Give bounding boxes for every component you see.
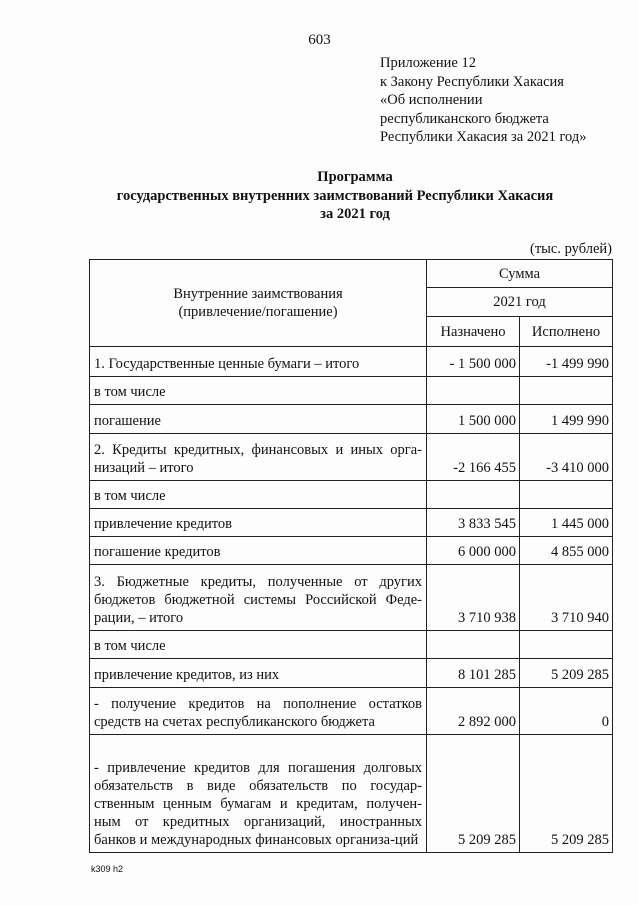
row-planned xyxy=(427,631,520,659)
appendix-line: республиканского бюджета xyxy=(380,110,549,127)
header-borrowings xyxy=(90,260,427,347)
header-row xyxy=(90,260,613,288)
appendix-line: к Закону Республики Хакасия xyxy=(380,73,564,90)
header-year: 2021 год xyxy=(427,288,613,317)
borrowings-table xyxy=(89,259,613,853)
row-executed: 5 209 285 xyxy=(520,735,613,853)
units-label: (тыс. рублей) xyxy=(530,241,612,257)
document-title xyxy=(0,168,639,224)
row-label: 3. Бюджетные кредиты, полученные от других бюджетов бюджетной системы Российской Феде-рации, – итого xyxy=(90,565,427,631)
row-executed: -3 410 000 xyxy=(520,434,613,481)
title-line: за 2021 год xyxy=(320,206,390,222)
row-label: 1. Государственные ценные бумаги – итого xyxy=(90,347,427,377)
table-row xyxy=(90,481,613,509)
appendix-line: Приложение 12 xyxy=(380,55,476,71)
row-planned: 2 892 000 xyxy=(427,688,520,735)
row-planned: 5 209 285 xyxy=(427,735,520,853)
row-executed: 3 710 940 xyxy=(520,565,613,631)
page-number: 603 xyxy=(308,32,331,48)
table-row xyxy=(90,735,613,853)
row-label: 2. Кредиты кредитных, финансовых и иных орга-низаций – итого xyxy=(90,434,427,481)
row-planned xyxy=(427,481,520,509)
title-line: Программа xyxy=(317,169,393,185)
row-label: погашение кредитов xyxy=(90,537,427,565)
table-row xyxy=(90,405,613,434)
row-planned: 3 710 938 xyxy=(427,565,520,631)
row-planned: 3 833 545 xyxy=(427,509,520,537)
row-planned: 8 101 285 xyxy=(427,659,520,688)
row-label: в том числе xyxy=(90,631,427,659)
row-executed: 4 855 000 xyxy=(520,537,613,565)
row-label: привлечение кредитов xyxy=(90,509,427,537)
appendix-line: «Об исполнении xyxy=(380,92,483,108)
row-planned xyxy=(427,377,520,405)
row-executed: 0 xyxy=(520,688,613,735)
table-row xyxy=(90,434,613,481)
header-borrowings-line: Внутренние заимствования xyxy=(173,286,343,302)
row-planned: -2 166 455 xyxy=(427,434,520,481)
row-label: - привлечение кредитов для погашения долговых обязательств в виде обязательств по государ-ственным ценным бумагам и кредитам, получен-ным от кредитных организаций, иностранных банков и международных финансовых организа-ций xyxy=(90,735,427,853)
row-label: в том числе xyxy=(90,377,427,405)
table-row xyxy=(90,659,613,688)
row-executed: 1 499 990 xyxy=(520,405,613,434)
table-row xyxy=(90,377,613,405)
header-borrowings-line: (привлечение/погашение) xyxy=(178,304,338,320)
row-label: привлечение кредитов, из них xyxy=(90,659,427,688)
appendix-note xyxy=(380,54,586,147)
row-label: погашение xyxy=(90,405,427,434)
header-executed: Исполнено xyxy=(520,317,613,347)
row-executed: 5 209 285 xyxy=(520,659,613,688)
table-row xyxy=(90,631,613,659)
appendix-line: Республики Хакасия за 2021 год» xyxy=(380,129,587,145)
row-planned: 6 000 000 xyxy=(427,537,520,565)
table-row xyxy=(90,347,613,377)
footer-code: k309 h2 xyxy=(91,864,124,874)
row-executed: -1 499 990 xyxy=(520,347,613,377)
table-row xyxy=(90,565,613,631)
row-planned: - 1 500 000 xyxy=(427,347,520,377)
row-planned: 1 500 000 xyxy=(427,405,520,434)
table-row xyxy=(90,537,613,565)
row-label: в том числе xyxy=(90,481,427,509)
table-row xyxy=(90,509,613,537)
row-label: - получение кредитов на пополнение остатков средств на счетах республиканского бюджета xyxy=(90,688,427,735)
table-row xyxy=(90,688,613,735)
header-planned: Назначено xyxy=(427,317,520,347)
row-executed xyxy=(520,631,613,659)
row-executed xyxy=(520,377,613,405)
title-line: государственных внутренних заимствований Республики Хакасия xyxy=(116,187,554,204)
header-sum: Сумма xyxy=(427,260,613,288)
row-executed: 1 445 000 xyxy=(520,509,613,537)
row-executed xyxy=(520,481,613,509)
